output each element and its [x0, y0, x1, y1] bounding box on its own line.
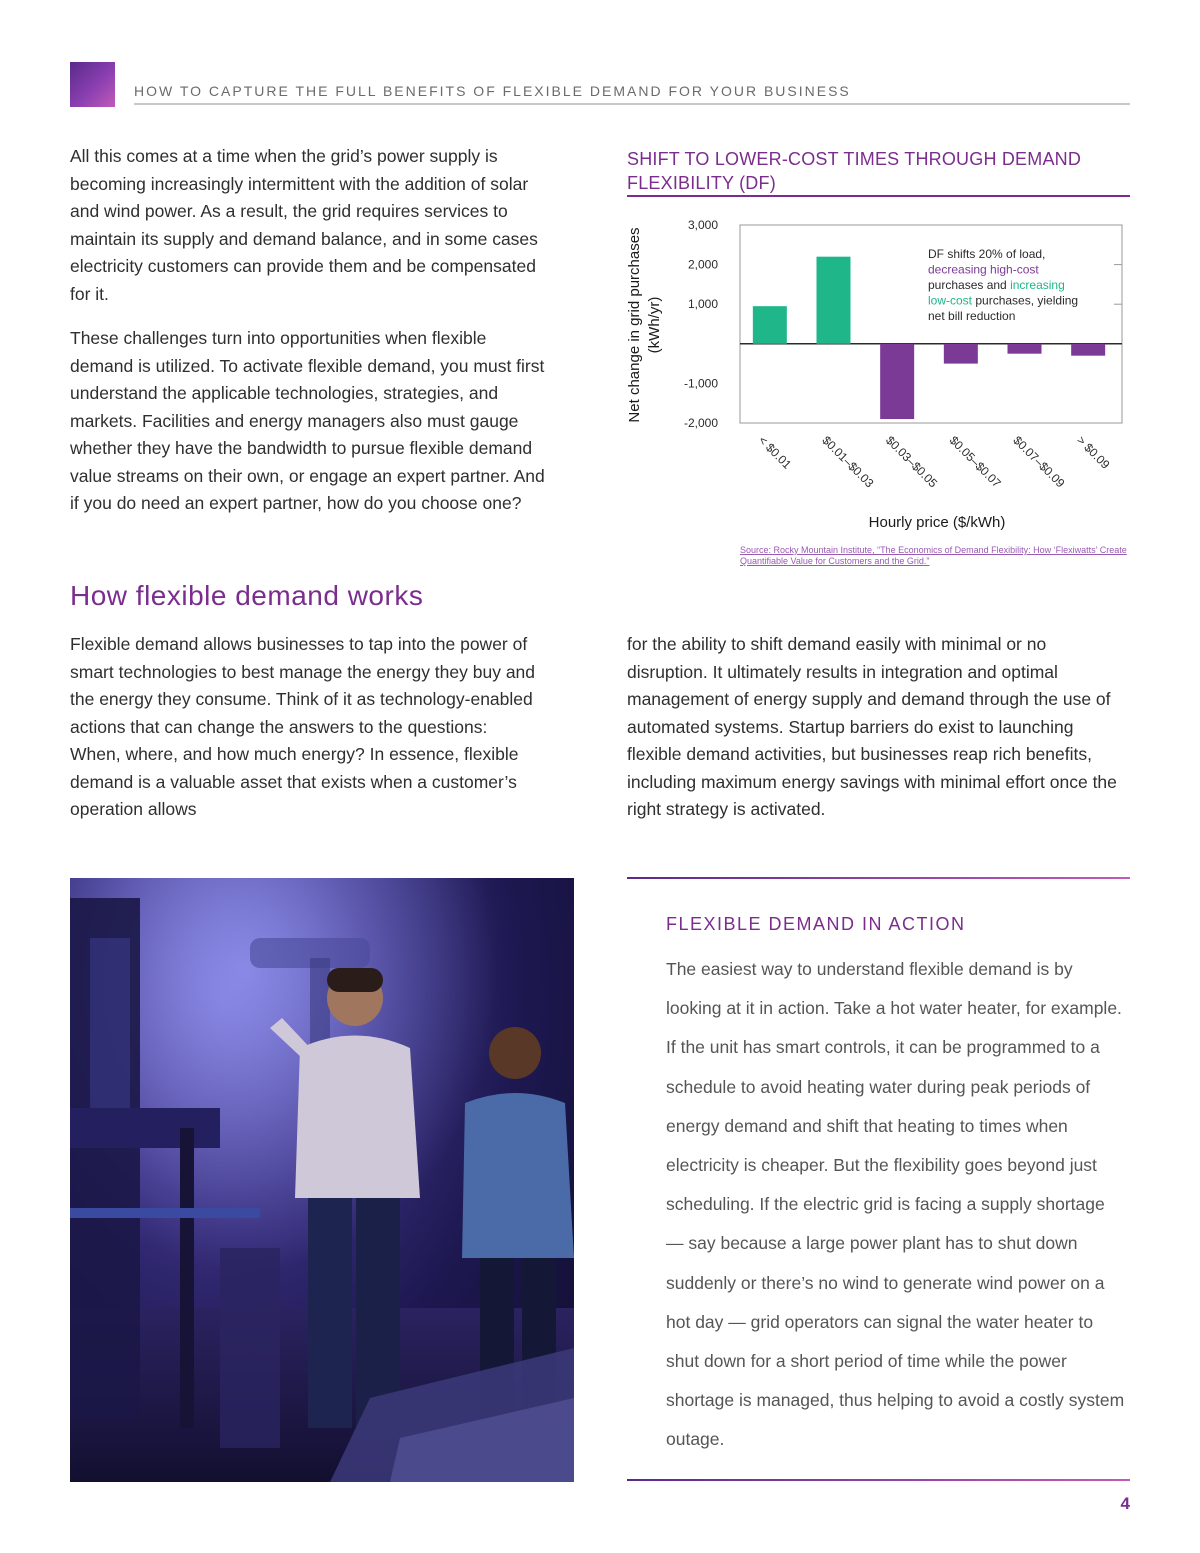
callout-bottom-divider [627, 1479, 1130, 1481]
demand-flexibility-bar-chart [620, 205, 1135, 545]
y-tick-label: 3,000 [687, 218, 718, 232]
bar [753, 306, 787, 344]
header-divider [134, 103, 1130, 105]
chart-title-divider [627, 195, 1130, 197]
intro-paragraph-1-text: All this comes at a time when the grid’s power supply is becoming increasingly intermittent with the addition of solar and wind power. As a result, the grid requires services to maintain its supply and demand balance, and in some cases electricity customers can provide them and be compensated for it. [70, 146, 538, 304]
x-tick-label: $0.05–$0.07 [946, 433, 1004, 491]
y-axis-label-line-2: (kWh/yr) [646, 296, 663, 354]
section-column-left [70, 631, 540, 824]
bar [944, 344, 978, 364]
annotation-fragment: purchases, yielding [972, 293, 1079, 308]
x-tick-label: > $0.09 [1074, 433, 1113, 472]
annotation-fragment: increasing [1010, 278, 1065, 292]
callout-top-divider [627, 877, 1130, 879]
annotation-fragment: decreasing high-cost [928, 262, 1039, 277]
page-number: 4 [1120, 1494, 1130, 1513]
annotation-fragment: low-cost [928, 293, 973, 308]
running-header: HOW TO CAPTURE THE FULL BENEFITS OF FLEXIBLE DEMAND FOR YOUR BUSINESS [134, 83, 851, 99]
section-heading: How flexible demand works [70, 580, 424, 611]
factory-workers-photo [70, 878, 574, 1482]
bar [880, 344, 914, 419]
x-tick-label: $0.01–$0.03 [819, 433, 877, 491]
bar [1071, 344, 1105, 356]
callout-title: FLEXIBLE DEMAND IN ACTION [666, 914, 966, 934]
bar [817, 257, 851, 344]
intro-paragraph-2 [70, 325, 550, 518]
section-column-right [627, 631, 1127, 824]
photo-illustration [70, 878, 574, 1482]
chart-title: SHIFT TO LOWER-COST TIMES THROUGH DEMAND FLEXIBILITY (DF) [627, 149, 1082, 193]
chart-source-link[interactable]: Source: Rocky Mountain Institute, “The Economics of Demand Flexibility: How ‘Flexiwatts’ Create Quantifiable Value for Customers and the Grid.” [740, 545, 1127, 566]
x-axis-label: Hourly price ($/kWh) [868, 514, 1006, 531]
y-tick-label: -1,000 [683, 376, 718, 391]
intro-paragraph-1 [70, 143, 550, 308]
x-tick-label: $0.07–$0.09 [1010, 433, 1068, 491]
callout-text: The easiest way to understand flexible demand is by looking at it in action. Take a hot water heater, for example. If the unit has smart controls, it can be programmed to a schedule to avoid heating water during peak periods of energy demand and shift that heating to times when electricity is cheaper. But the flexibility goes beyond just scheduling. If the electric grid is facing a supply shortage — say because a large power plant has to shut down suddenly or there’s no wind to generate wind power on a hot day — grid operators can signal the water heater to shut down for a short period of time while the power shortage is managed, thus helping to avoid a costly system outage. [666, 959, 1125, 1450]
intro-paragraph-2-text: These challenges turn into opportunities when flexible demand is utilized. To activate flexible demand, you must first understand the applicable technologies, strategies, and markets. Facilities and energy managers also must gauge whether they have the bandwidth to pursue flexible demand value streams on their own, or engage an expert partner. And if you do need an expert partner, how do you choose one? [70, 328, 545, 513]
annotation-fragment: purchases and [928, 278, 1011, 292]
section-column-right-text: for the ability to shift demand easily with minimal or no disruption. It ultimately results in integration and optimal management of energy supply and demand through the use of automated systems. Startup barriers do exist to launching flexible demand activities, but businesses reap rich benefits, including maximum energy savings with minimal effort once the right strategy is activated. [627, 634, 1117, 819]
section-column-left-text: Flexible demand allows businesses to tap into the power of smart technologies to best manage the energy they buy and the energy they consume. Think of it as technology-enabled actions that can change the answers to the questions: When, where, and how much energy? In essence, flexible demand is a valuable asset that exists when a customer’s operation allows [70, 634, 536, 819]
annotation-fragment: DF shifts 20% of load, [928, 247, 1046, 261]
x-tick-label: $0.03–$0.05 [883, 433, 941, 491]
brand-logo-square [70, 62, 115, 107]
y-tick-label: 2,000 [687, 257, 718, 272]
y-tick-label: 1,000 [687, 297, 718, 312]
y-tick-label: -2,000 [683, 416, 718, 430]
x-tick-label: < $0.01 [755, 433, 795, 472]
y-axis-label-line-1: Net change in grid purchases [626, 227, 643, 423]
bar [1008, 344, 1042, 354]
chart-annotation [928, 247, 1078, 323]
annotation-fragment: net bill reduction [928, 309, 1016, 323]
